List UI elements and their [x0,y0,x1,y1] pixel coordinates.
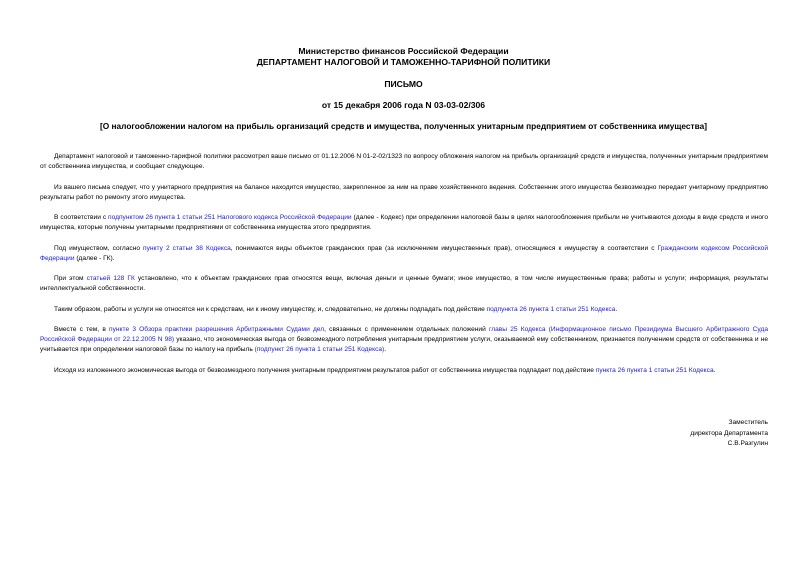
link-article-128[interactable]: статьей 128 ГК [86,275,135,282]
paragraph-text: , связанных с применением отдельных положений [324,326,489,333]
paragraph-text: (далее - ГК). [74,254,115,262]
signature-title-1: Заместитель [728,419,768,426]
paragraph-1: Департамент налоговой и таможенно-тарифной политики рассмотрел ваше письмо от 01.12.2006 N 01-2-02/1323 по вопросу обложения налогом на прибыль организаций средств и имущества, полученных унитарным предприятием от собственника имущества, и сообщает следующее. [40,153,768,170]
link-tax-code-251-26[interactable]: подпунктом 26 пункта 1 статьи 251 Налогового кодекса Российской Федерации [108,214,352,221]
link-civil-code[interactable]: Гражданским кодексом Российской Федерации [40,244,769,262]
link-251-26[interactable]: подпункта 26 пункта 1 статьи 251 Кодекса [486,305,616,313]
link-article-38[interactable]: пункту 2 статьи 38 Кодекса [143,244,231,252]
paragraph-5 [40,274,768,294]
document-date-number: от 15 декабря 2006 года N 03-03-02/306 [321,100,486,110]
paragraph-text: установлено, что к объектам гражданских прав относятся вещи, включая деньги и ценные бумаги; иное имущество, в том числе имущественные права; работы и услуги; информация, результаты интеллектуальной собственности. [40,275,768,292]
document-type: ПИСЬМО [384,79,423,89]
ministry-title: Министерство финансов Российской Федерации [298,46,509,56]
paragraph-text: Под имуществом, согласно [54,244,144,252]
paragraph-8 [40,366,768,376]
document-subject: [О налогообложении налогом на прибыль организаций средств и имущества, полученных унитарным предприятием от собственника имущества] [100,121,707,131]
signature-name: С.В.Разгулин [727,440,768,447]
paragraph-text: Таким образом, работы и услуги не относятся ни к средствам, ни к иному имуществу, и, следовательно, не должны подпадать под действие [54,305,487,313]
paragraph-text: , понимаются виды объектов гражданских прав (за исключением имущественных прав), относящиеся к имуществу в соответствии с [230,244,658,252]
paragraph-text: В соответствии с [54,214,109,221]
signature-block [690,418,768,450]
signature-title-2: директора Департамента [690,429,768,437]
paragraph-7 [40,325,768,355]
link-251-26-ref[interactable]: (подпункт 26 пункта 1 статьи 251 Кодекса) [254,346,385,353]
link-point-26[interactable]: пункта 26 пункта 1 статьи 251 Кодекса [595,366,714,374]
paragraph-4 [40,244,768,264]
paragraph-text: Исходя из изложенного экономическая выгода от безвозмездного получения унитарным предприятием результатов работ от собственника имущества подпадает под действие [54,366,596,374]
link-review-point-3[interactable]: пункте 3 Обзора практики разрешения Арбитражными Судами дел [109,326,325,333]
paragraph-text: указано, что экономическая выгода от безвозмездного потребления унитарным предприятием услуги, оказываемой ему собственником, признается получением средств от собственника и не учитывается при определении налоговой базы по налогу на прибыль [40,336,768,353]
paragraph-text: Вместе с тем, в [54,326,110,333]
paragraph-text: . [384,346,387,353]
paragraph-3 [40,213,768,233]
paragraph-2: Из вашего письма следует, что у унитарного предприятия на балансе находится имущество, закрепленное за ним на праве хозяйственного ведения. Собственник этого имущества безвозмездно передает унитарному предприятию результаты работ по ремонту этого имущества. [40,183,768,201]
paragraph-text: . [713,366,716,374]
paragraph-6 [40,305,768,315]
paragraph-text: (далее - Кодекс) при определении налоговой базы в целях налогообложения прибыли не учитываются доходы в виде средств и иного имущества, которые получены унитарными предприятиями от собственника имущества этого предприятия. [40,214,768,231]
paragraph-text: . [615,305,618,313]
link-chapter-25[interactable]: главы 25 Кодекса (Информационное письмо Президиума Высшего Арбитражного Суда Российской Федерации от 22.12.2005 N 98) [40,326,768,343]
department-title: ДЕПАРТАМЕНТ НАЛОГОВОЙ И ТАМОЖЕННО-ТАРИФНОЙ ПОЛИТИКИ [256,57,551,67]
paragraph-text: При этом [54,275,87,282]
letter-body [40,152,768,386]
